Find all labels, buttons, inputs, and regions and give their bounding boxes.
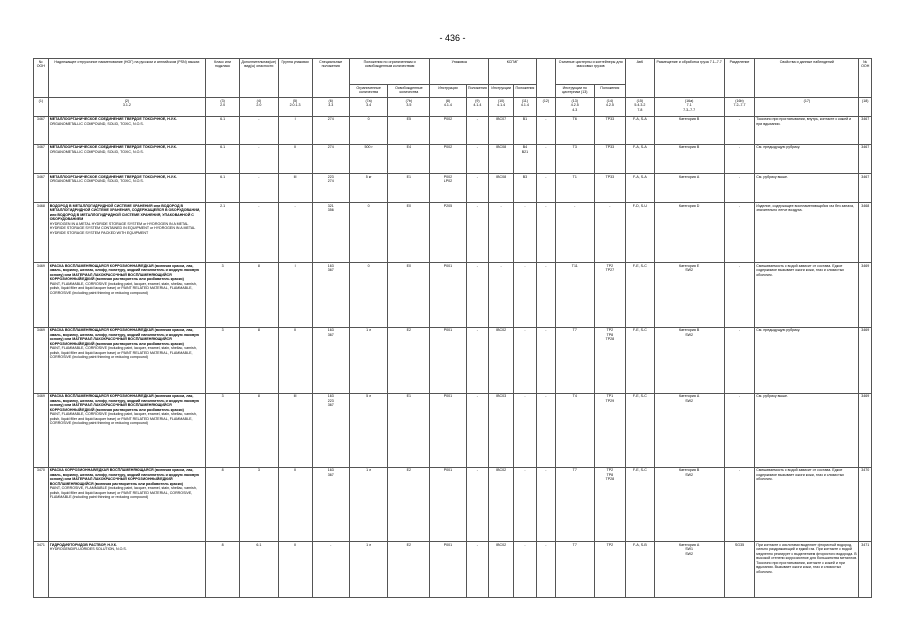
shipping-name-en: PAINT, FLAMMABLE, CORROSIVE (including paint, lacquer, enamel, stain, shellac, varnish, polish, liquid filler and liquid lacquer base) or PAINT RELATED MATERIAL, FLAMMABLE, CORROSIVE (including paint thinning or reducing compound) [49,346,197,360]
stow-cell: Категория А [654,173,724,202]
ibc-cell: IBC02 [489,327,514,393]
pg-cell: II [278,144,312,173]
pi-cell: P001 [430,327,466,393]
col-num: (16b) 7.2–7.7 [724,98,755,116]
ems-cell: F-E, S-C [626,327,654,393]
remarks-cell: Изделие, содержащее воспламеняющийся газ без запаха, значительно легче воздуха. [755,203,859,263]
sp-cell: - [312,542,349,598]
col-num: (4) 2.0 [240,98,279,116]
eq-cell: E2 [388,327,430,393]
un-number-cell: 3468 [34,203,49,263]
col-num: (7a) 3.4 [349,98,388,116]
col-ibc-header: КСГМГ [489,59,537,85]
ibc-cell: IBC02 [489,467,514,541]
tp-cell: TP33 [594,144,626,173]
stow-cell: Категория E SW2 [654,263,724,327]
column-number-row [34,98,872,116]
shipping-name-cell [48,173,205,202]
ibc-cell: IBC07 [489,116,514,144]
ibc-cell: - [489,263,514,327]
sub-cell: - [240,144,279,173]
col-num: (1) [34,98,49,116]
remarks-cell: Смешиваемость с водой зависит от состава. Едкое содержимое вызывает ожоги кожи, глаз и слизистых оболочек. [755,263,859,327]
ibcp-cell: - [514,393,537,467]
col-7a-header: Ограниченные количества [349,85,388,98]
col-num: (8) 4.1.4 [430,98,466,116]
sub-cell: 8 [240,393,279,467]
x12-cell: - [536,263,555,327]
ibcp-cell: - [514,542,537,598]
col-num: (6) 3.3 [312,98,349,116]
x12-cell: - [536,542,555,598]
pg-cell: II [278,467,312,541]
tp-cell: TP1 TP29 [594,393,626,467]
shipping-name-cell [48,263,205,327]
ibcp-cell: B1 [514,116,537,144]
ibcp-cell: - [514,263,537,327]
eq-cell: E0 [388,203,430,263]
pp-cell: - [466,467,489,541]
shipping-name-ru: КРАСКА ВОСПЛАМЕНЯЮЩАЯСЯ КОРРОЗИОННАЯ/ЕДКАЯ (включая краски, лак, эмаль, морилку, шеллак, олифу, политуру, жидкий наполнитель и жидкую лаковую основу) или МАТЕРИАЛ ЛАКОКРАСОЧНЫЙ ВОСПЛАМЕНЯЮЩИЙСЯ КОРРОЗИОННЫЙ/ЕДКИЙ (включая растворитель или разбавитель краски) [49,394,200,412]
un2-cell: 3467 [859,144,872,173]
page-number: - 436 - [439,33,466,43]
cls-cell: 8 [206,467,240,541]
un2-cell: 3471 [859,542,872,598]
table-row [34,327,872,393]
pg-cell: II [278,327,312,393]
col-ems-header: АвК [626,59,654,98]
pp-cell: - [466,393,489,467]
ems-cell: F-A, S-A [626,173,654,202]
col-segregation-header: Разделение [724,59,755,98]
pg-cell: III [278,173,312,202]
un2-cell: 3468 [859,203,872,263]
table-row [34,467,872,541]
sub-cell: - [240,203,279,263]
table-row [34,203,872,263]
x12-cell: - [536,327,555,393]
sp-cell: 163 223 367 [312,393,349,467]
shipping-name-en: PAINT, FLAMMABLE, CORROSIVE (including paint, lacquer, enamel, stain, shellac, varnish, polish, liquid filler and liquid lacquer base) or PAINT RELATED MATERIAL, FLAMMABLE, CORROSIVE (including paint thinning or reducing compound) [49,281,197,295]
un-number-cell: 3471 [34,542,49,598]
pp-cell: - [466,542,489,598]
tank-cell: T3 [556,144,595,173]
ibc-cell: - [489,203,514,263]
pg-cell: III [278,393,312,467]
tp-cell: TP33 [594,173,626,202]
un-number-cell: 3467 [34,173,49,202]
pi-cell: P001 [430,263,466,327]
sub-cell: 8 [240,327,279,393]
col-num: (17) [755,98,859,116]
pg-cell: I [278,263,312,327]
col-num: (16a) 7.1 7.3–7.7 [654,98,724,116]
col-un2-header: № ООН [859,59,872,98]
lq-cell: 1 л [349,542,388,598]
tank-cell: T1 [556,173,595,202]
sub-cell: 6.1 [240,542,279,598]
shipping-name-cell [48,203,205,263]
shipping-name-ru: КРАСКА ВОСПЛАМЕНЯЮЩАЯСЯ КОРРОЗИОННАЯ/ЕДКАЯ (включая краски, лак, эмаль, морилку, шеллак, олифу, политуру, жидкий наполнитель и жидкую лаковую основу) или МАТЕРИАЛ ЛАКОКРАСОЧНЫЙ ВОСПЛАМЕНЯЮЩИЙСЯ КОРРОЗИОННЫЙ/ЕДКИЙ (включая растворитель или разбавитель краски) [49,263,200,282]
table-row [34,263,872,327]
seg-cell: - [724,393,755,467]
shipping-name-cell [48,542,205,598]
stow-cell: Категория В SW2 [654,467,724,541]
col-subrisk-header: Дополнительная(ые) вид(ы) опасности [240,59,279,98]
sp-cell: 223 274 [312,173,349,202]
pg-cell: I [278,116,312,144]
col-num: (11) 4.1.4 [514,98,537,116]
cls-cell: 6.1 [206,173,240,202]
stow-cell: Категория В [654,116,724,144]
remarks-cell: При контакте с кислотами выделяет фтористый водород, сильно раздражающий и едкий газ. При контакте с водой медленно реагирует с выделением фтористого водорода. В высокой степени коррозионное для большинства металлов. Токсично при проглатывании, контакте с кожей и при вдыхании. Вызывает ожоги кожи, глаз и слизистых оболочек. [755,542,859,598]
remarks-cell: См. рубрику выше. [755,393,859,467]
seg-cell: - [724,144,755,173]
tank-cell: T7 [556,542,595,598]
sub-cell: 3 [240,467,279,541]
eq-cell: E2 [388,542,430,598]
ibc-cell: IBC02 [489,542,514,598]
col-packing-header: Упаковка [430,59,489,85]
stow-cell: Категория D [654,203,724,263]
table-row [34,116,872,144]
tank-cell: T6 [556,116,595,144]
x12-cell: - [536,116,555,144]
pi-cell: P001 [430,393,466,467]
eq-cell: E1 [388,393,430,467]
tank-cell: T7 [556,327,595,393]
ems-cell: F-E, S-C [626,263,654,327]
un-number-cell: 3469 [34,327,49,393]
ibc-cell: IBC03 [489,393,514,467]
eq-cell: E1 [388,173,430,202]
lq-cell: 0 [349,263,388,327]
shipping-name-cell [48,327,205,393]
col-name-header: Надлежащее отгрузочное наименование (НОГ) на русском и английском (PSN) языках [48,59,205,98]
col-properties-header: Свойства и данные наблюдений [755,59,859,98]
seg-cell: - [724,263,755,327]
col-class-header: Класс или подкласс [206,59,240,98]
eq-cell: E5 [388,116,430,144]
pg-cell: II [278,542,312,598]
shipping-name-en: ORGANOMETALLIC COMPOUND, SOLID, TOXIC, N.O.S. [49,179,144,184]
table-row [34,542,872,598]
col-limited-header: Положения по ограниченным и освобожденным количествам [349,59,429,85]
tank-cell: T7 [556,467,595,541]
col-num: (5) 2.0.1.3 [278,98,312,116]
col-num: (2) 3.1.2 [48,98,205,116]
col-num: (12) [536,98,555,116]
sp-cell: 274 [312,144,349,173]
seg-cell: - [724,203,755,263]
tank-cell: T4 [556,393,595,467]
cls-cell: 6.1 [206,116,240,144]
cls-cell: 6.1 [206,144,240,173]
remarks-cell: Токсично при проглатывании, внутрь, контакте с кожей и при вдыхании. [755,116,859,144]
col-tanks-header: Съемные цистерны и контейнеры для массовых грузов [556,59,626,85]
pi-cell: P002 [430,144,466,173]
x12-cell: - [536,467,555,541]
un2-cell: 3469 [859,263,872,327]
x12-cell: - [536,203,555,263]
remarks-cell: См. предыдущую рубрику. [755,327,859,393]
stow-cell: Категория В [654,144,724,173]
ibc-cell: IBC08 [489,144,514,173]
un-number-cell: 3470 [34,467,49,541]
shipping-name-ru: ГИДРОДИФТОРИДОВ РАСТВОР, Н.У.К. [49,542,117,547]
col-sp-header: Специальные положения [312,59,349,98]
shipping-name-cell [48,144,205,173]
shipping-name-en: PAINT, CORROSIVE, FLAMMABLE (including paint, lacquer, enamel, stain, shellac, varnish, polish, liquid filler and liquid lacquer base) or PAINT RELATED MATERIAL, CORROSIVE, FLAMMABLE (including paint thinning or reducing compound) [49,486,197,500]
pp-cell: - [466,203,489,263]
ems-cell: F-A, S-A [626,144,654,173]
tp-cell: - [594,203,626,263]
seg-cell: - [724,327,755,393]
seg-cell: SG35 [724,542,755,598]
shipping-name-ru: МЕТАЛЛООРГАНИЧЕСКОЕ СОЕДИНЕНИЕ ТВЕРДОЕ ТОКСИЧНОЕ, Н.У.К. [49,117,177,122]
col-num: (10) 4.1.4 [489,98,514,116]
seg-cell: - [724,467,755,541]
col-num: (15) 5.4.3.2 7.8 [626,98,654,116]
shipping-name-en: ORGANOMETALLIC COMPOUND, SOLID, TOXIC, N.O.S. [49,149,144,154]
ems-cell: F-A, S-B [626,542,654,598]
pp-cell: - [466,116,489,144]
un2-cell: 3467 [859,116,872,144]
ibcp-cell: B4 B21 [514,144,537,173]
sub-cell: - [240,173,279,202]
stow-cell: Категория В SW2 [654,327,724,393]
stow-cell: Категория А SW1 SW2 [654,542,724,598]
lq-cell: 0 [349,116,388,144]
pp-cell: - [466,263,489,327]
lq-cell: 0 [349,203,388,263]
shipping-name-ru: КРАСКА ВОСПЛАМЕНЯЮЩАЯСЯ КОРРОЗИОННАЯ/ЕДКАЯ (включая краски, лак, эмаль, морилку, шеллак, олифу, политуру, жидкий наполнитель и жидкую лаковую основу) или МАТЕРИАЛ ЛАКОКРАСОЧНЫЙ ВОСПЛАМЕНЯЮЩИЙСЯ КОРРОЗИОННЫЙ/ЕДКИЙ (включая растворитель или разбавитель краски) [49,328,200,346]
col-num: (18) [859,98,872,116]
col-10b-header: Положения [594,85,626,98]
shipping-name-ru: ВОДОРОД В МЕТАЛЛОГИДРИДНОЙ СИСТЕМЕ ХРАНЕНИЯ или ВОДОРОД В МЕТАЛЛОГИДРИДНОЙ СИСТЕМЕ ХРАНЕНИЯ, СОДЕРЖАЩЕЙСЯ В ОБОРУДОВАНИИ, или ВОДОРОД В МЕТАЛЛОГИДРИДНОЙ СИСТЕМЕ ХРАНЕНИЯ, УПАКОВАННОЙ С ОБОРУДОВАНИЕМ [49,203,201,222]
cls-cell: 8 [206,542,240,598]
un2-cell: 3469 [859,327,872,393]
un2-cell: 3467 [859,173,872,202]
cls-cell: 2.1 [206,203,240,263]
un-number-cell: 3469 [34,263,49,327]
col-12-header [536,59,555,98]
shipping-name-en: HYDROGENDIFLUORIDES SOLUTION, N.O.S. [49,547,127,552]
x12-cell: - [536,144,555,173]
x12-cell: - [536,173,555,202]
sp-cell: 274 [312,116,349,144]
col-num: (14) 4.2.5 [594,98,626,116]
shipping-name-cell [48,467,205,541]
sp-cell: 163 367 [312,263,349,327]
stow-cell: Категория А SW2 [654,393,724,467]
sp-cell: 163 367 [312,467,349,541]
ibcp-cell: - [514,467,537,541]
un-number-cell: 3469 [34,393,49,467]
pp-cell: - [466,327,489,393]
col-8b-header: Положения [466,85,489,98]
ibc-cell: IBC08 [489,173,514,202]
lq-cell: 5 кг [349,173,388,202]
un2-cell: 3470 [859,467,872,541]
lq-cell: 1 л [349,467,388,541]
ibcp-cell: - [514,203,537,263]
eq-cell: E2 [388,467,430,541]
sp-cell: 163 367 [312,327,349,393]
un-number-cell: 3467 [34,144,49,173]
col-num: (13) 4.2.5 4.3 [556,98,595,116]
pi-cell: P001 [430,467,466,541]
seg-cell: - [724,173,755,202]
col-num: (3) 2.0 [206,98,240,116]
sub-cell: 8 [240,263,279,327]
ems-cell: F-E, S-C [626,393,654,467]
tank-cell: - [556,203,595,263]
table-row [34,144,872,173]
pi-cell: P002 [430,116,466,144]
tp-cell: TP2 [594,542,626,598]
col-10a-header: Инструкции по цистернам (13) [556,85,595,98]
tp-cell: TP33 [594,116,626,144]
un-number-cell: 3467 [34,116,49,144]
pp-cell: - [466,144,489,173]
col-un-header: № ООН [34,59,49,98]
header-row [34,59,872,85]
tp-cell: TP2 TP8 TP28 [594,467,626,541]
col-num: (9) 4.1.4 [466,98,489,116]
tp-cell: TP2 TP8 TP28 [594,327,626,393]
eq-cell: E4 [388,144,430,173]
col-7b-header: Освобожденные количества [388,85,430,98]
table-row [34,173,872,202]
tp-cell: TP2 TP27 [594,263,626,327]
remarks-cell: См. рубрику выше. [755,173,859,202]
pg-cell: - [278,203,312,263]
col-9a-header: Инструкции [489,85,514,98]
ems-cell: F-A, S-A [626,116,654,144]
shipping-name-en: ORGANOMETALLIC COMPOUND, SOLID, TOXIC, N.O.S. [49,121,144,126]
dangerous-goods-table [33,58,872,598]
col-stowage-header: Размещение и обработка груза 7.1–7.7 [654,59,724,98]
shipping-name-cell [48,393,205,467]
shipping-name-en: PAINT, FLAMMABLE, CORROSIVE (including paint, lacquer, enamel, stain, shellac, varnish, polish, liquid filler and liquid lacquer base) or PAINT RELATED MATERIAL, FLAMMABLE, CORROSIVE (including paint thinning or reducing compound) [49,412,197,426]
col-pg-header: Группа упаковки [278,59,312,98]
tank-cell: T11 [556,263,595,327]
shipping-name-en: HYDROGEN IN A METAL HYDRIDE STORAGE SYSTEM or HYDROGEN IN A METAL HYDRIDE STORAGE SYSTEM CONTAINED IN EQUIPMENT or HYDROGEN IN A METAL HYDRIDE STORAGE SYSTEM PACKED WITH EQUIPMENT [49,221,196,235]
seg-cell: - [724,116,755,144]
remarks-cell: Смешиваемость с водой зависит от состава. Едкое содержимое вызывает ожоги кожи, глаз и слизистых оболочек. [755,467,859,541]
col-8a-header: Инструкции [430,85,466,98]
sub-cell: - [240,116,279,144]
ems-cell: F-E, S-C [626,467,654,541]
table-row [34,393,872,467]
x12-cell: - [536,393,555,467]
shipping-name-ru: КРАСКА КОРРОЗИОННАЯ/ЕДКАЯ ВОСПЛАМЕНЯЮЩАЯСЯ (включая краски, лак, эмаль, морилку, шеллак, олифу, политуру, жидкий наполнитель и жидкую лаковую основу) или МАТЕРИАЛ ЛАКОКРАСОЧНЫЙ КОРРОЗИОННЫЙ/ЕДКИЙ ВОСПЛАМЕНЯЮЩИЙСЯ (включая растворитель или разбавитель краски) [49,468,200,486]
pi-cell: P001 [430,542,466,598]
shipping-name-ru: МЕТАЛЛООРГАНИЧЕСКОЕ СОЕДИНЕНИЕ ТВЕРДОЕ ТОКСИЧНОЕ, Н.У.К. [49,145,177,150]
cls-cell: 3 [206,327,240,393]
cls-cell: 3 [206,393,240,467]
ibcp-cell: B3 [514,173,537,202]
col-9b-header: Положения [514,85,537,98]
ems-cell: F-D, S-U [626,203,654,263]
lq-cell: 500 г [349,144,388,173]
pi-cell: P205 [430,203,466,263]
col-num: (7b) 3.5 [388,98,430,116]
sp-cell: 321 356 [312,203,349,263]
eq-cell: E0 [388,263,430,327]
pp-cell: - [466,173,489,202]
shipping-name-cell [48,116,205,144]
un2-cell: 3469 [859,393,872,467]
lq-cell: 1 л [349,327,388,393]
ibcp-cell: - [514,327,537,393]
cls-cell: 3 [206,263,240,327]
lq-cell: 5 л [349,393,388,467]
remarks-cell: См. предыдущую рубрику. [755,144,859,173]
pi-cell: P002 LP02 [430,173,466,202]
shipping-name-ru: МЕТАЛЛООРГАНИЧЕСКОЕ СОЕДИНЕНИЕ ТВЕРДОЕ ТОКСИЧНОЕ, Н.У.К. [49,174,177,179]
